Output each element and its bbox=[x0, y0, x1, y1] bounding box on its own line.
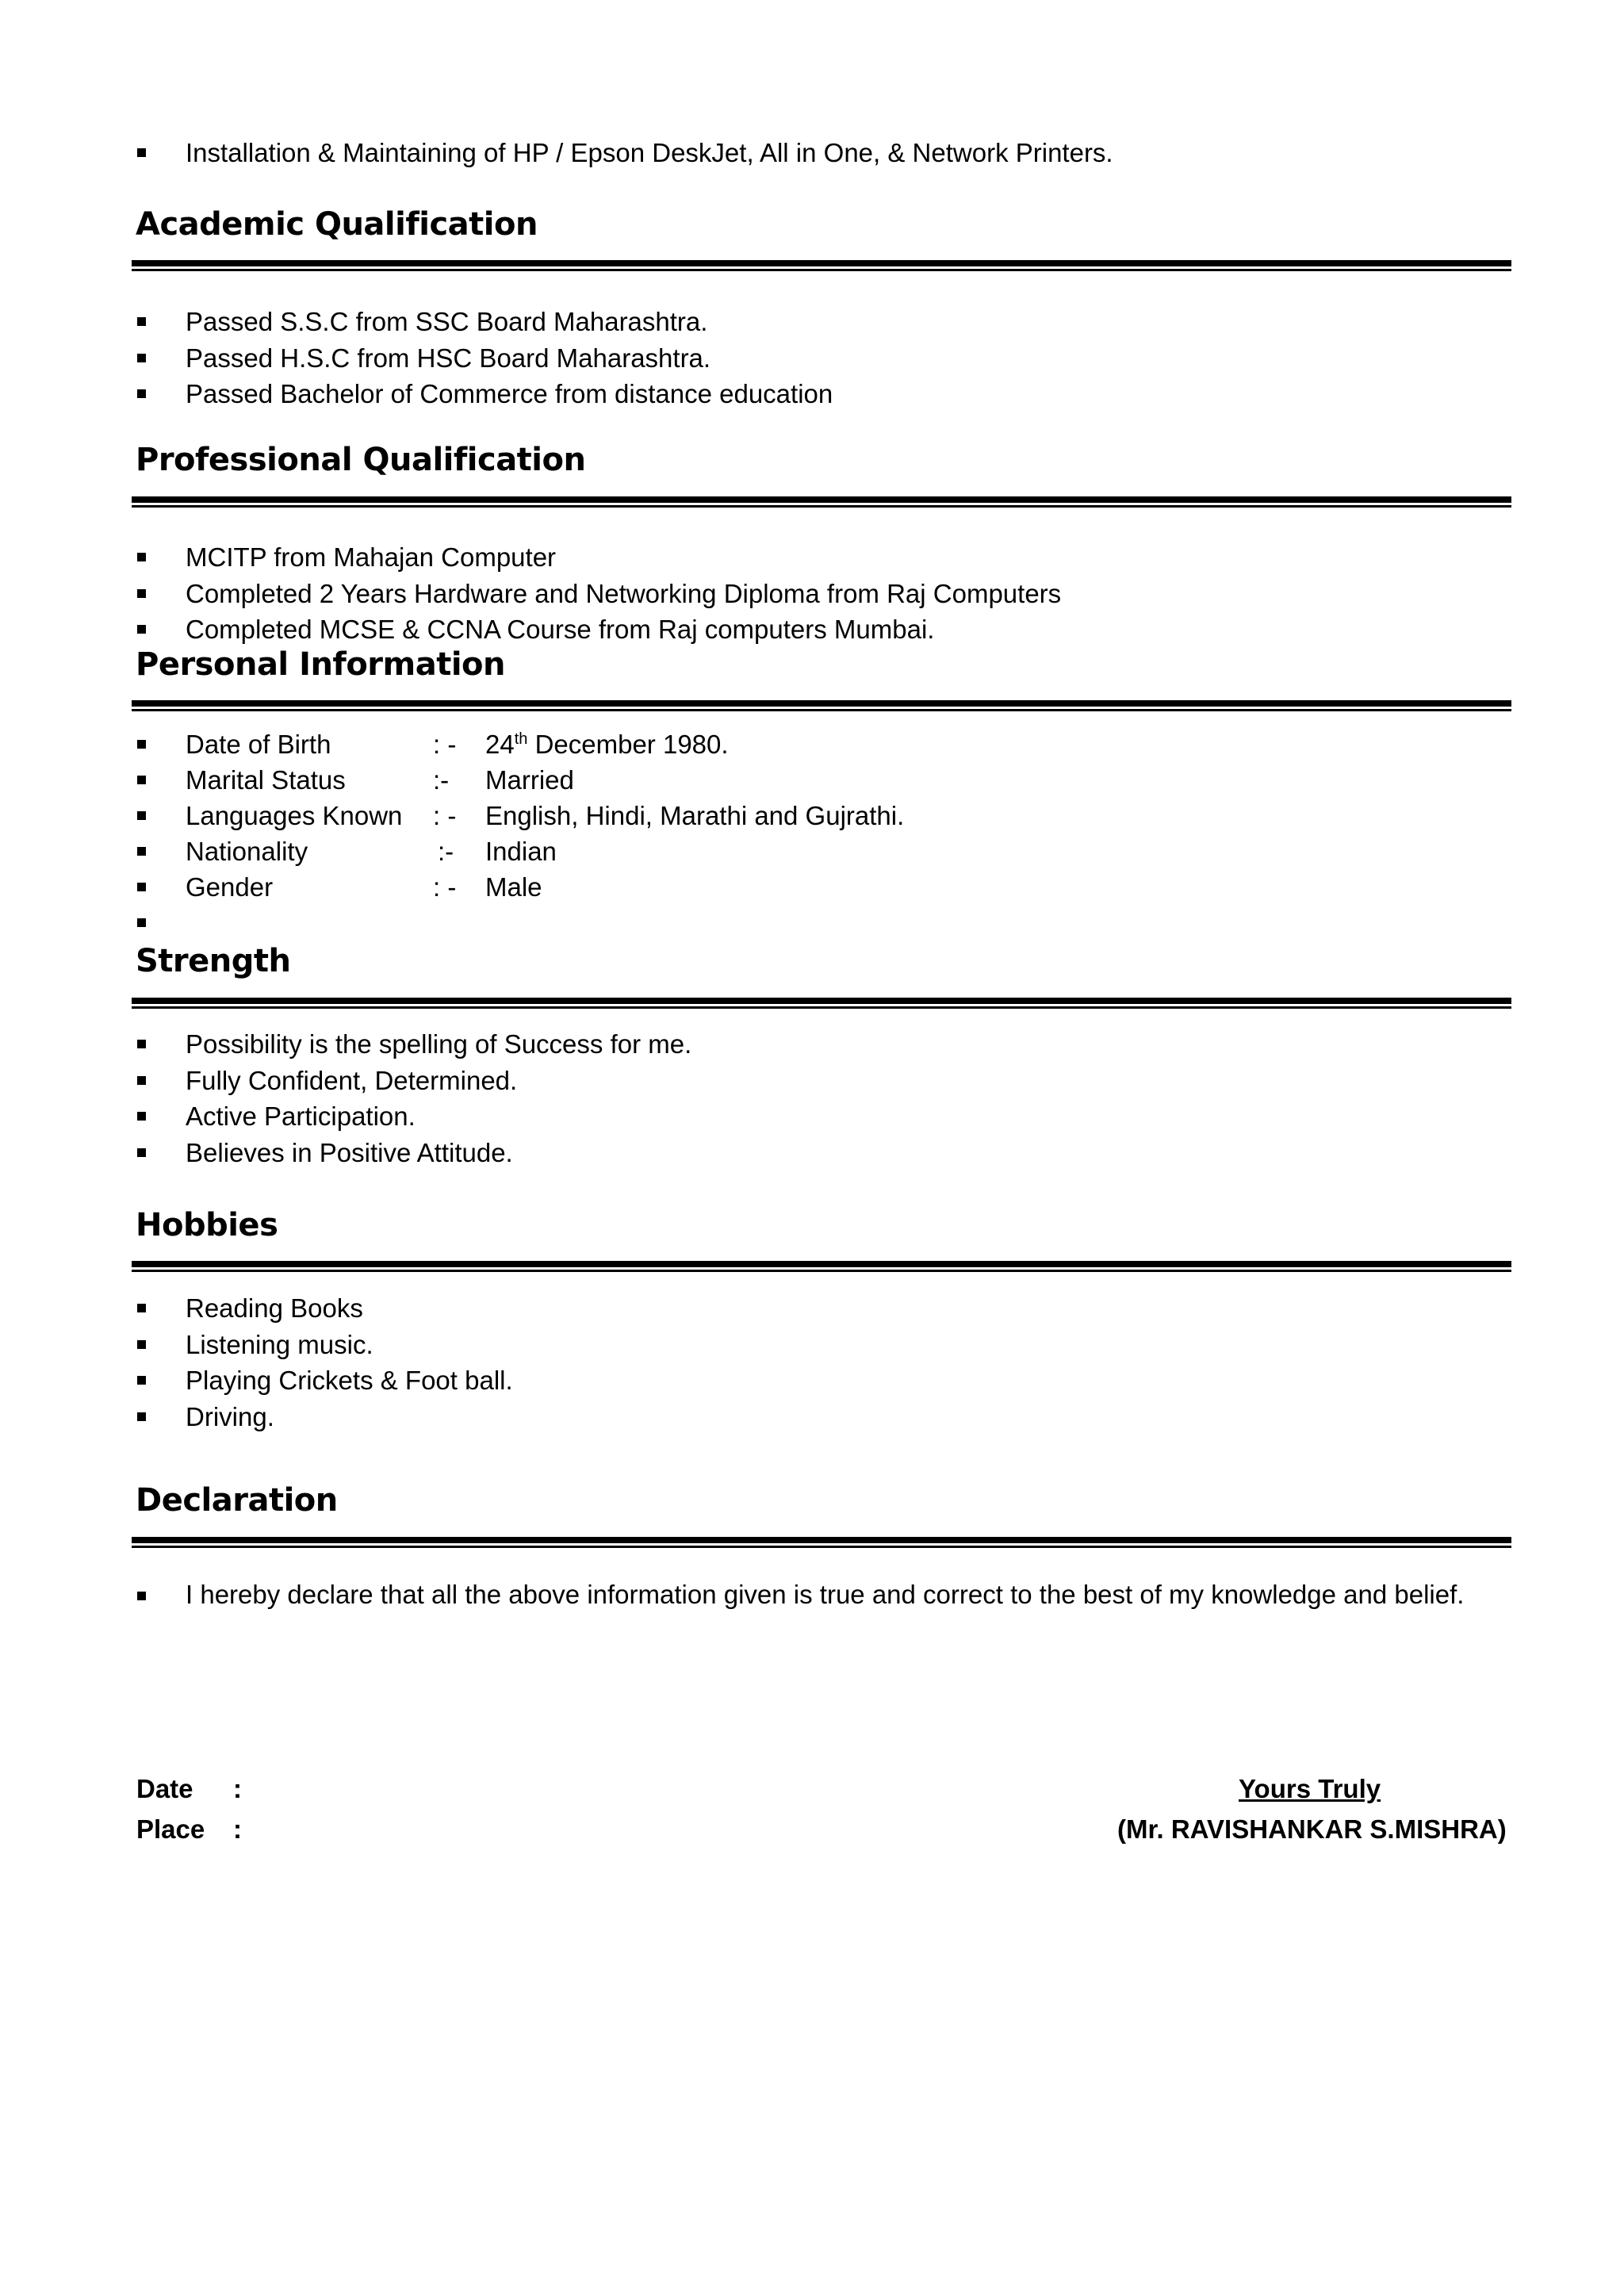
list-item: Installation & Maintaining of HP / Epson DeskJet, All in One, & Network Printers. bbox=[135, 135, 1113, 171]
bullet-square-icon bbox=[137, 1076, 146, 1085]
bullet-square-icon bbox=[137, 740, 146, 749]
list-item: Playing Crickets & Foot ball. bbox=[135, 1362, 513, 1399]
list-item: Possibility is the spelling of Success for me. bbox=[135, 1026, 691, 1063]
list-item: Fully Confident, Determined. bbox=[135, 1063, 691, 1099]
list-item: Driving. bbox=[135, 1399, 513, 1435]
bullet-square-icon bbox=[137, 883, 146, 891]
bullet-square-icon bbox=[137, 317, 146, 326]
section-heading-personal: Personal Information bbox=[136, 646, 505, 683]
bullet-square-icon bbox=[137, 918, 146, 927]
section-heading-strength: Strength bbox=[136, 943, 291, 979]
section-divider bbox=[132, 998, 1511, 1009]
bullet-square-icon bbox=[137, 625, 146, 634]
yours-truly: Yours Truly bbox=[1239, 1774, 1381, 1803]
section-heading-declaration: Declaration bbox=[136, 1482, 338, 1519]
section-divider bbox=[132, 700, 1511, 711]
place-label: Place bbox=[136, 1814, 205, 1844]
professional-list bbox=[135, 539, 1061, 648]
bullet-square-icon bbox=[137, 1148, 146, 1157]
list-item: Reading Books bbox=[135, 1290, 513, 1327]
bullet-square-icon bbox=[137, 1112, 146, 1121]
bullet-square-icon bbox=[137, 553, 146, 561]
bullet-square-icon bbox=[137, 776, 146, 784]
list-item: Listening music. bbox=[135, 1327, 513, 1363]
date-colon: : bbox=[233, 1774, 242, 1803]
section-heading-hobbies: Hobbies bbox=[136, 1207, 278, 1243]
hobbies-list bbox=[135, 1290, 513, 1435]
date-label: Date bbox=[136, 1774, 193, 1803]
list-item: MCITP from Mahajan Computer bbox=[135, 539, 1061, 576]
section-divider bbox=[132, 1261, 1511, 1272]
resume-page: Installation & Maintaining of HP / Epson DeskJet, All in One, & Network Printers. Academic Qualification Passed S.S.C from SSC Board Maharashtra. Passed H.S.C from HSC Board Maharashtra. Passed Bachelor of Commerce from distance education Professional Qualification MCITP from Mahajan Computer Completed 2 Years Hardware and Networking Diploma from Raj Computers Completed MCSE & CCNA Course from Raj computers Mumbai. Personal Information Date of Birth : - 24th December 1980. Marital Status :- Married Languages Known : - English, Hindi, Marathi and Gujrathi. Nationality :- Indian Gender : - Male Strength Possibility is the spelling of Success for me. Fully Confident, Determined. Active Participation. Believes in Positive Attitude. Hobbies Reading Books Listening music. Playing Crickets & Foot ball. Driving. Declaration I hereby declare that all the above information given is true and correct to the best of my knowledge and belief. Date : Place : Yours Truly (Mr. RAVISHANKAR S.MISHRA) bbox=[0, 0, 1624, 2295]
list-item: Completed 2 Years Hardware and Networking Diploma from Raj Computers bbox=[135, 576, 1061, 612]
bullet-square-icon bbox=[137, 389, 146, 398]
list-item: Passed S.S.C from SSC Board Maharashtra. bbox=[135, 304, 833, 340]
strength-list bbox=[135, 1026, 691, 1170]
bullet-square-icon bbox=[137, 354, 146, 362]
academic-list bbox=[135, 304, 833, 412]
section-divider bbox=[132, 1537, 1511, 1548]
list-item: Believes in Positive Attitude. bbox=[135, 1135, 691, 1171]
list-item: Passed H.S.C from HSC Board Maharashtra. bbox=[135, 340, 833, 377]
top-list bbox=[135, 135, 1113, 171]
bullet-square-icon bbox=[137, 1376, 146, 1385]
bullet-square-icon bbox=[137, 1592, 146, 1600]
declaration-text: I hereby declare that all the above information given is true and correct to the best of my knowledge and belief. bbox=[186, 1580, 1465, 1609]
list-item: Active Participation. bbox=[135, 1098, 691, 1135]
bullet-square-icon bbox=[137, 847, 146, 856]
bullet-square-icon bbox=[137, 589, 146, 598]
bullet-square-icon bbox=[137, 1340, 146, 1349]
list-item: Completed MCSE & CCNA Course from Raj computers Mumbai. bbox=[135, 611, 1061, 648]
section-divider bbox=[132, 260, 1511, 271]
signature-name: (Mr. RAVISHANKAR S.MISHRA) bbox=[1117, 1814, 1507, 1844]
list-item: Passed Bachelor of Commerce from distance education bbox=[135, 376, 833, 412]
bullet-square-icon bbox=[137, 1412, 146, 1421]
section-divider bbox=[132, 496, 1511, 508]
section-heading-professional: Professional Qualification bbox=[136, 442, 586, 478]
section-heading-academic: Academic Qualification bbox=[136, 206, 538, 243]
bullet-square-icon bbox=[137, 148, 146, 157]
place-colon: : bbox=[233, 1814, 242, 1844]
bullet-square-icon bbox=[137, 811, 146, 820]
bullet-square-icon bbox=[137, 1304, 146, 1312]
bullet-square-icon bbox=[137, 1040, 146, 1048]
